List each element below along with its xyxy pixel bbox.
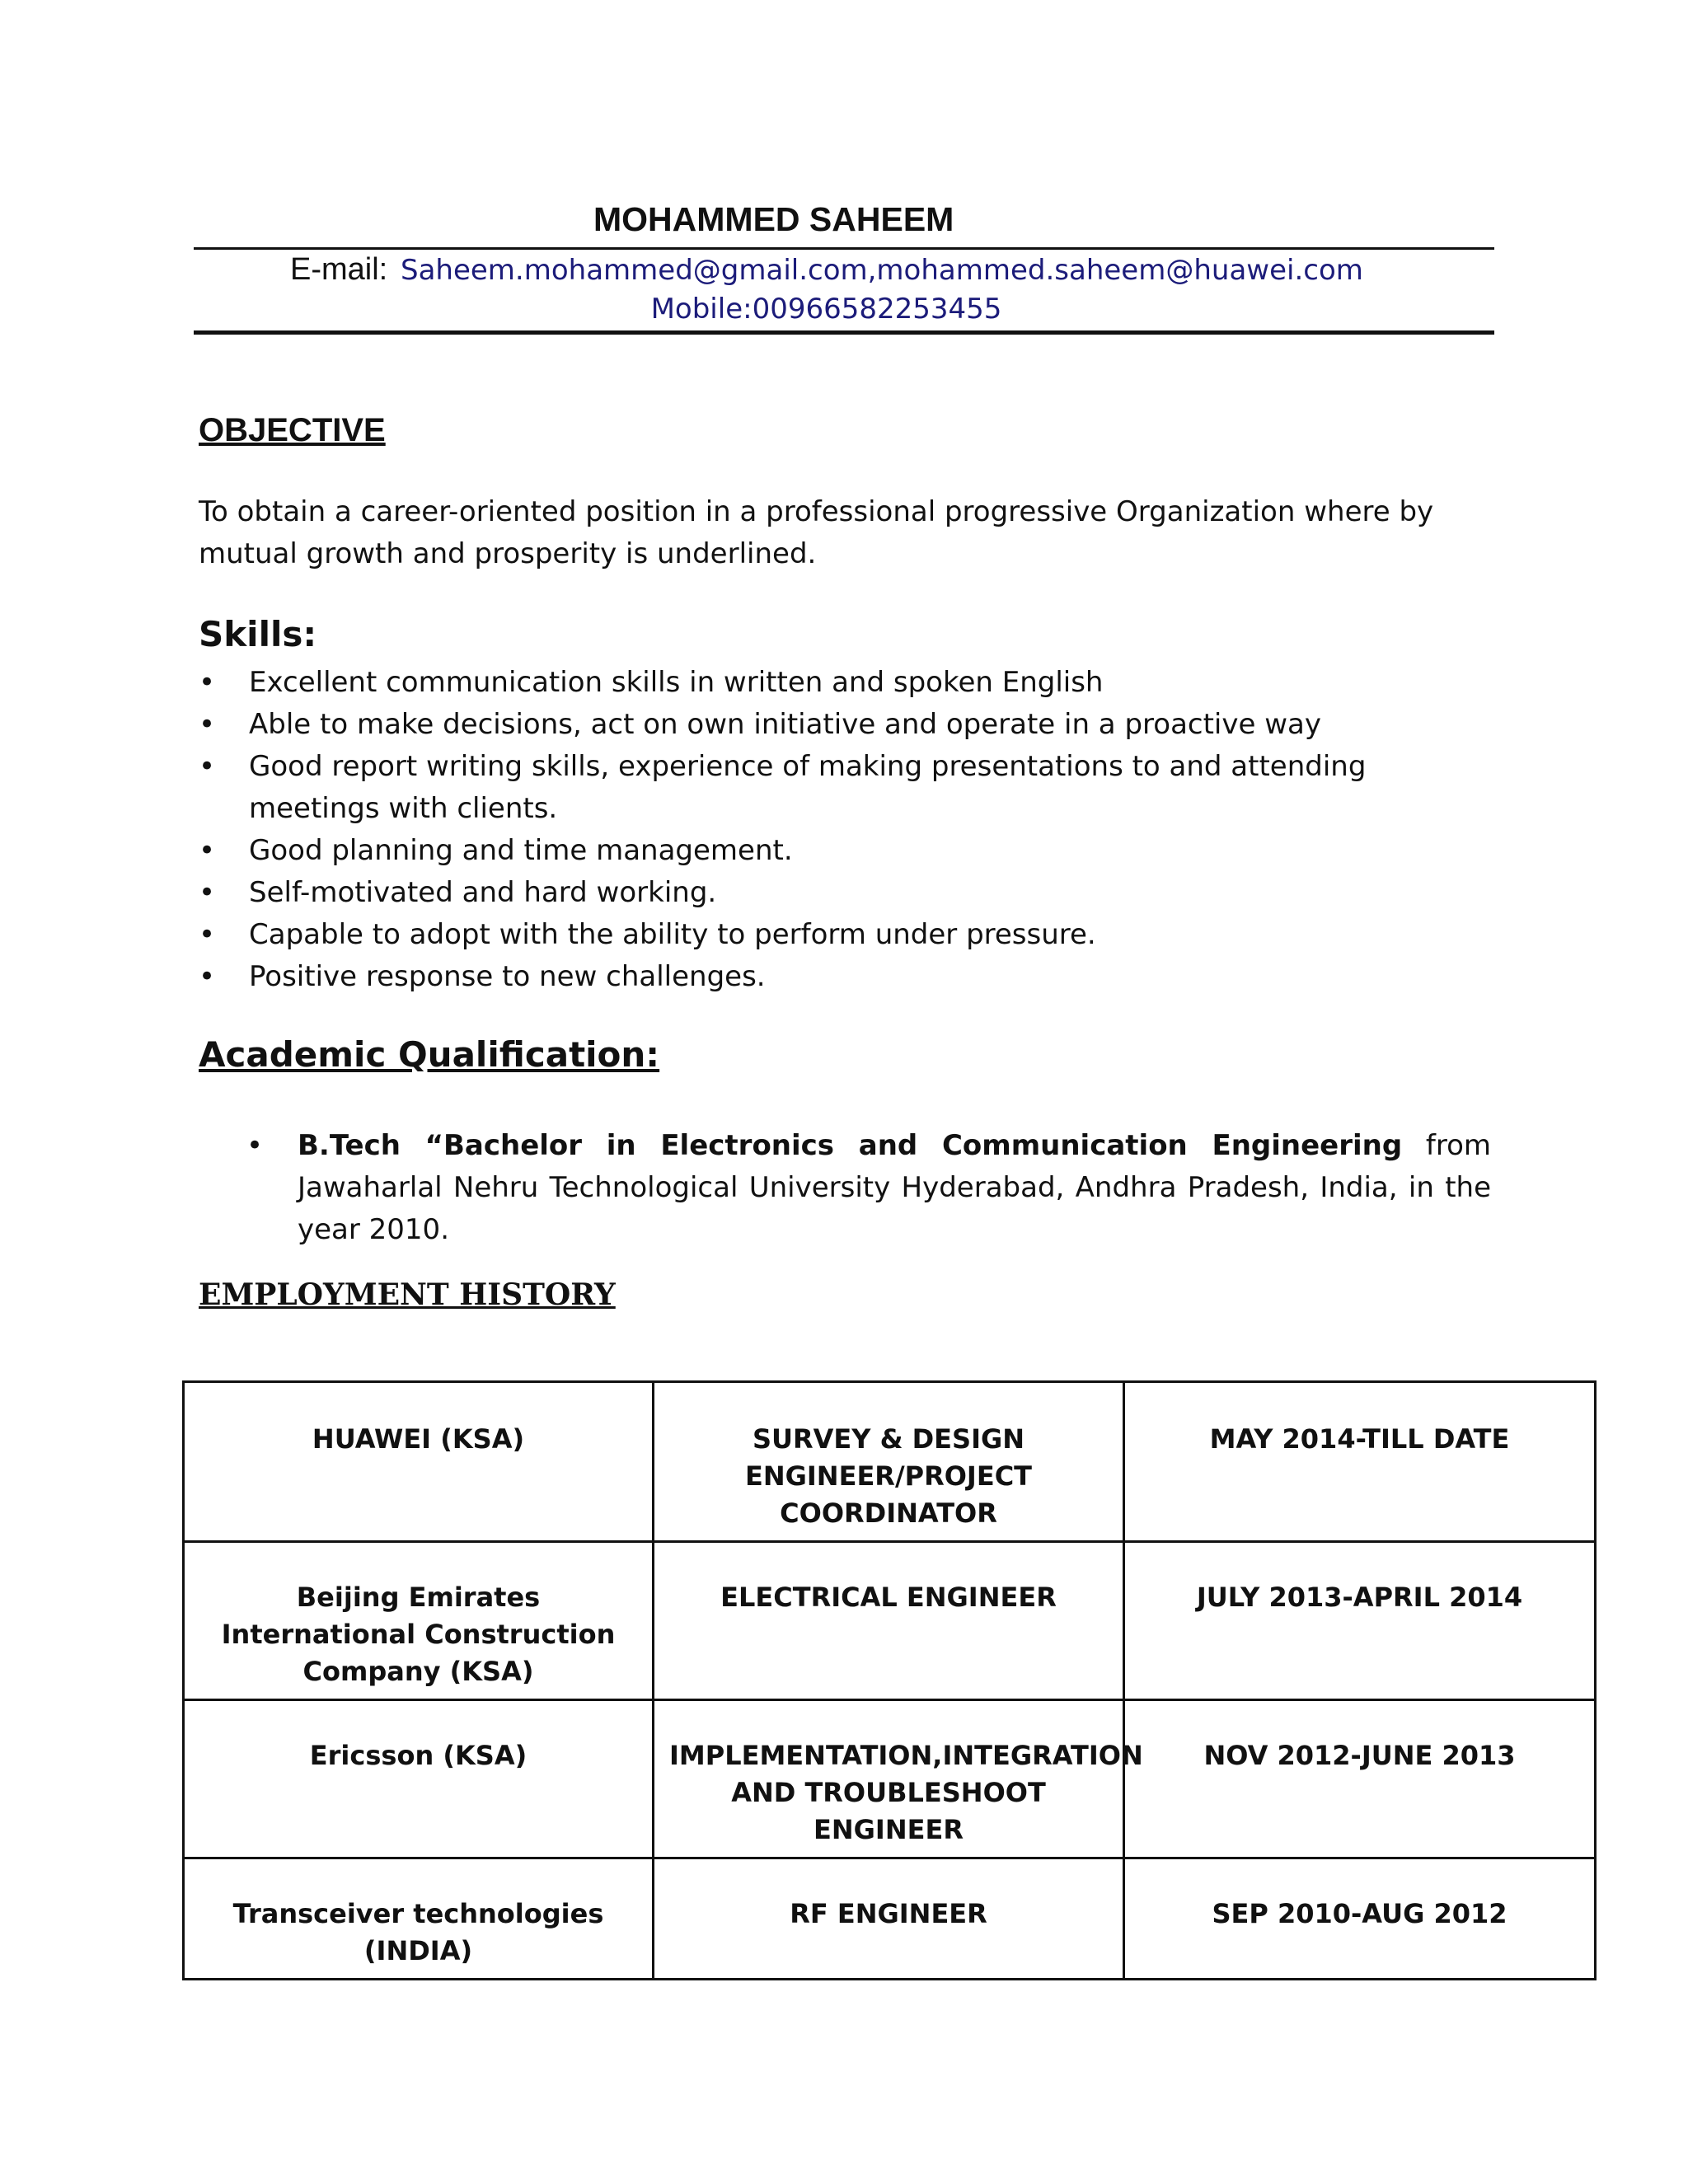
degree-details: from Jawaharlal Nehru Technological University Hyderabad, Andhra Pradesh, India, in the year 2010. (298, 1129, 1491, 1246)
table-row (184, 1382, 1596, 1542)
header-top-rule (194, 247, 1494, 250)
bullet-icon: • (199, 960, 216, 993)
period-cell: MAY 2014-TILL DATE (1124, 1382, 1596, 1542)
period-cell: JULY 2013-APRIL 2014 (1124, 1542, 1596, 1700)
employer-cell: Beijing Emirates International Construction Company (KSA) (184, 1542, 654, 1700)
skill-text: Good report writing skills, experience of making presentations to and attending meetings with clients. (249, 750, 1367, 825)
bullet-icon: • (199, 876, 216, 909)
table-row (184, 1542, 1596, 1700)
skill-text: Self-motivated and hard working. (249, 876, 717, 909)
academic-heading: Academic Qualification: (199, 1034, 660, 1075)
role-cell: IMPLEMENTATION,INTEGRATION AND TROUBLESHOOT ENGINEER (654, 1700, 1124, 1858)
employer-cell: HUAWEI (KSA) (184, 1382, 654, 1542)
objective-text: To obtain a career-oriented position in a professional progressive Organization where by mutual growth and prosperity is underlined. (199, 495, 1434, 570)
list-item (199, 872, 1484, 914)
bullet-icon: • (199, 918, 216, 951)
candidate-name: MOHAMMED SAHEEM (593, 200, 954, 238)
skills-heading: Skills: (199, 614, 317, 654)
period-cell: NOV 2012-JUNE 2013 (1124, 1700, 1596, 1858)
skill-text: Good planning and time management. (249, 834, 793, 867)
employment-table (182, 1380, 1597, 1980)
skill-text: Capable to adopt with the ability to perform under pressure. (249, 918, 1096, 951)
table-row (184, 1700, 1596, 1858)
list-item (199, 746, 1484, 830)
skills-list (199, 662, 1484, 998)
academic-text (298, 1125, 1491, 1251)
employer-cell: Transceiver technologies (INDIA) (184, 1858, 654, 1980)
employment-heading: EMPLOYMENT HISTORY (199, 1277, 616, 1312)
email-addresses: Saheem.mohammed@gmail.com,mohammed.saheem@huawei.com (401, 254, 1363, 287)
email-label: E-mail: (290, 252, 388, 287)
employer-cell: Ericsson (KSA) (184, 1700, 654, 1858)
table-row (184, 1858, 1596, 1980)
header-bottom-rule (194, 330, 1494, 335)
role-cell: RF ENGINEER (654, 1858, 1124, 1980)
list-item (199, 956, 1484, 998)
bullet-icon: • (199, 666, 216, 699)
academic-qualification (246, 1125, 1491, 1251)
list-item (199, 704, 1484, 746)
skill-text: Excellent communication skills in written and spoken English (249, 666, 1104, 699)
bullet-icon: • (199, 750, 216, 783)
bullet-icon: • (199, 834, 216, 867)
period-cell: SEP 2010-AUG 2012 (1124, 1858, 1596, 1980)
bullet-icon: • (246, 1129, 264, 1162)
skill-text: Able to make decisions, act on own initiative and operate in a proactive way (249, 708, 1321, 741)
role-cell: ELECTRICAL ENGINEER (654, 1542, 1124, 1700)
degree-title: B.Tech “Bachelor in Electronics and Communication Engineering (298, 1129, 1403, 1162)
role-cell: SURVEY & DESIGN ENGINEER/PROJECT COORDINATOR (654, 1382, 1124, 1542)
list-item (199, 914, 1484, 956)
list-item (199, 662, 1484, 704)
mobile-number: Mobile:00966582253455 (650, 293, 1002, 326)
bullet-icon: • (199, 708, 216, 741)
objective-heading: OBJECTIVE (199, 412, 386, 448)
list-item (199, 830, 1484, 872)
skill-text: Positive response to new challenges. (249, 960, 766, 993)
